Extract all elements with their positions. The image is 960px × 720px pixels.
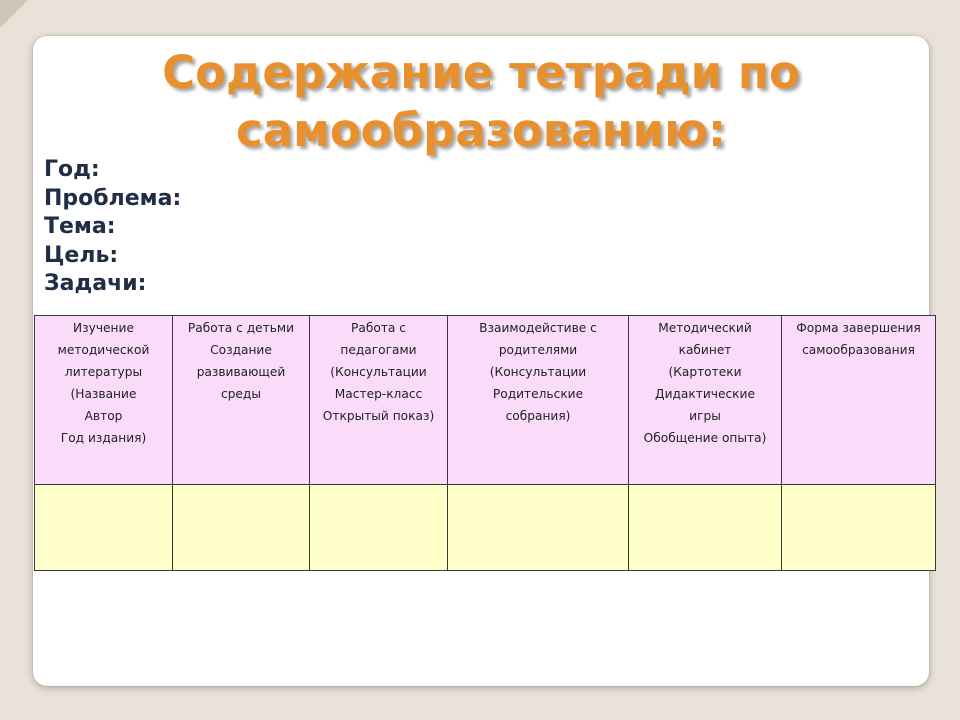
- slide-title: Содержание тетради по самообразованию:: [162, 46, 800, 157]
- table-cell: [173, 485, 310, 571]
- header-cell-methodical-office: Методический кабинет (Картотеки Дидактические игры Обобщение опыта): [629, 316, 782, 485]
- table-row: [35, 485, 936, 571]
- field-goal: Цель:: [44, 242, 119, 268]
- page-corner-fold: [0, 0, 28, 28]
- field-topic: Тема:: [44, 214, 116, 239]
- table-header-row: [35, 316, 936, 485]
- table-cell: [448, 485, 629, 571]
- table-cell: [782, 485, 936, 571]
- header-cell-children: Работа с детьми Создание развивающей среды: [173, 316, 310, 485]
- notebook-table: [34, 315, 936, 571]
- header-cell-parents: Взаимодейстиве с родителями (Консультации Родительские собрания): [448, 316, 629, 485]
- field-tasks: Задачи:: [44, 271, 147, 296]
- header-cell-literature: Изучение методической литературы (Название Автор Год издания): [35, 316, 173, 485]
- header-cell-completion-form: Форма завершения самообразования: [782, 316, 936, 485]
- header-cell-teachers: Работа с педагогами (Консультации Мастер-класс Открытый показ): [310, 316, 448, 485]
- field-year: Год:: [44, 157, 100, 182]
- table-cell: [310, 485, 448, 571]
- table-cell: [35, 485, 173, 571]
- field-list: [44, 156, 181, 299]
- field-problem: Проблема:: [44, 185, 182, 211]
- slide: [33, 36, 929, 686]
- table-cell: [629, 485, 782, 571]
